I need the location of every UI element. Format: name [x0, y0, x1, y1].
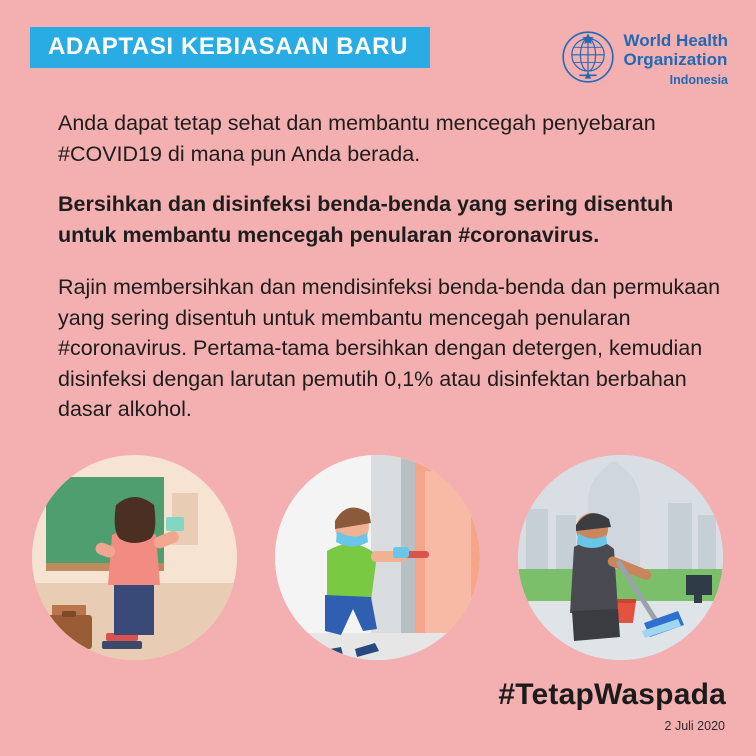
paragraph-detail: Rajin membersihkan dan mendisinfeksi benda-benda dan permukaan yang sering disentuh untuk membantu mencegah penularan #coronavirus. Pertama-tama bersihkan dengan detergen, kemudian disinfeksi dengan larutan pemutih 0,1% atau disinfektan berbahan dasar alkohol. [58, 275, 721, 422]
who-logo [561, 30, 728, 87]
who-logo-country: Indonesia [669, 73, 728, 88]
publish-date: 2 Juli 2020 [664, 719, 725, 733]
illustration-man-cleaning-door-handle [275, 455, 480, 660]
illustration-classroom-teacher-cleaning [32, 455, 237, 660]
paragraph-intro: Anda dapat tetap sehat dan membantu mencegah penyebaran #COVID19 di mana pun Anda berada. [58, 111, 656, 166]
mosque-scene-icon [518, 455, 723, 660]
who-logo-line1: World Health [623, 31, 728, 50]
paragraph-headline: Bersihkan dan disinfeksi benda-benda yang sering disentuh untuk membantu mencegah penularan #coronavirus. [58, 192, 674, 247]
door-handle-scene-icon [275, 455, 480, 660]
campaign-hashtag: #TetapWaspada [498, 678, 726, 711]
illustration-worker-mopping-mosque [518, 455, 723, 660]
who-logo-line2: Organization [623, 50, 728, 70]
who-emblem-icon [561, 30, 615, 84]
poster-body-text [58, 108, 726, 425]
poster-banner-title: ADAPTASI KEBIASAAN BARU [30, 27, 430, 68]
classroom-scene-icon [32, 455, 237, 660]
illustration-row [0, 455, 756, 665]
